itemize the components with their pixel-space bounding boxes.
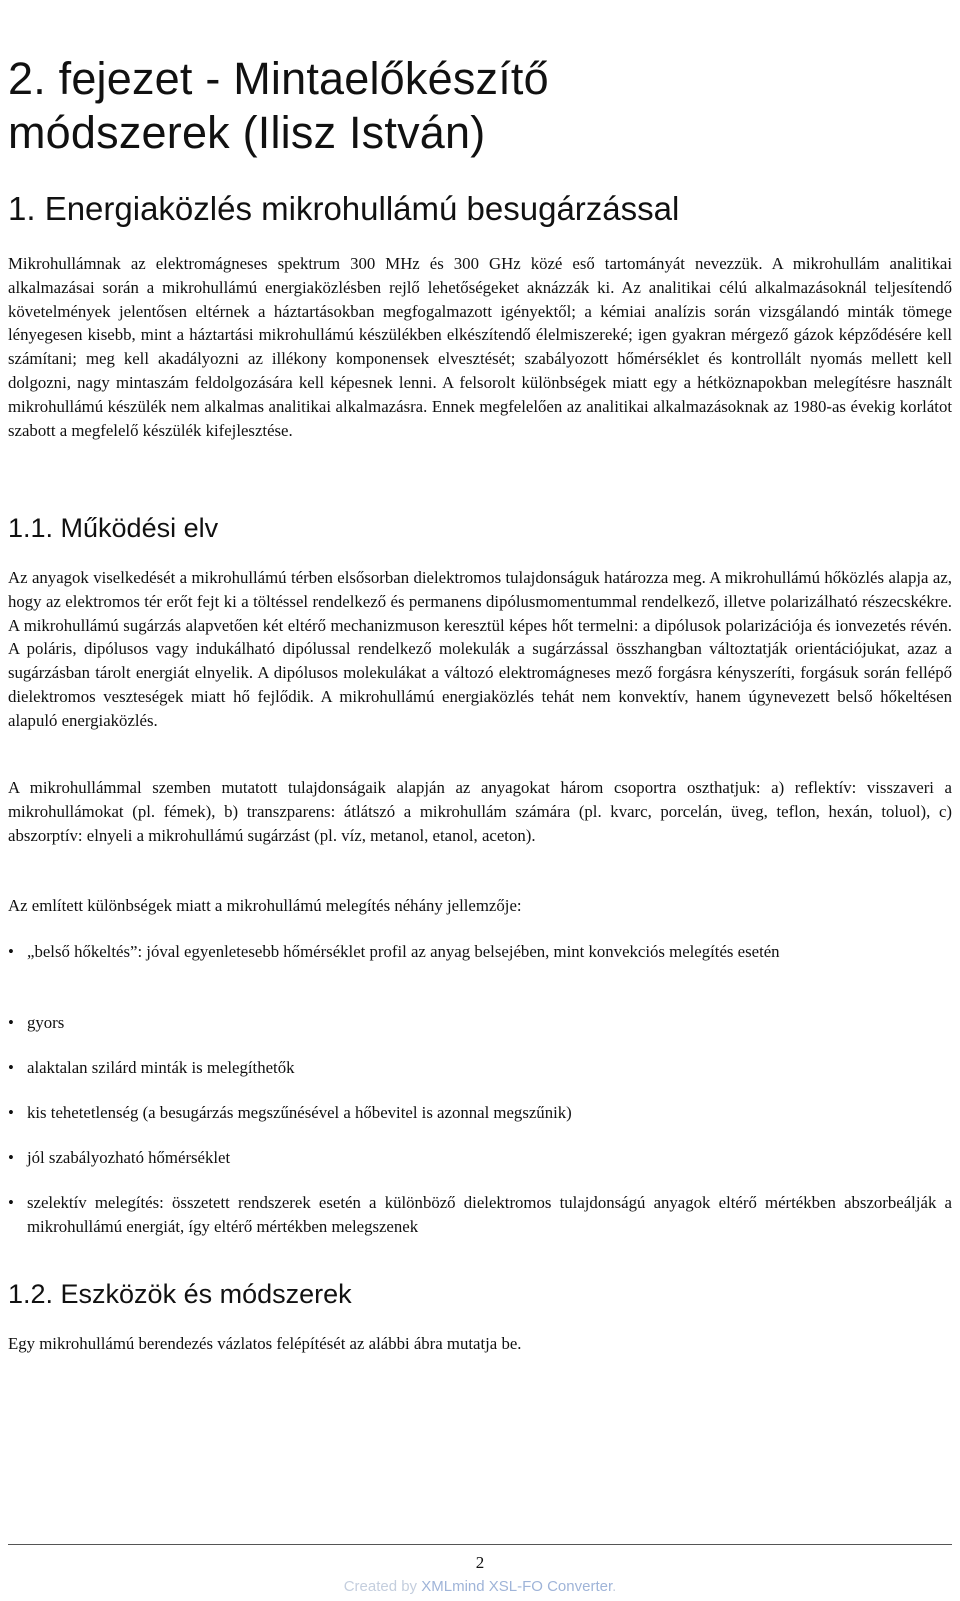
list-item <box>8 940 952 964</box>
footer-divider <box>8 1544 952 1545</box>
section-1-1-heading: 1.1. Működési elv <box>8 513 219 543</box>
list-item-text: gyors <box>27 1013 65 1032</box>
chapter-title-line2: módszerek (Ilisz István) <box>8 107 486 158</box>
section-1-1-paragraph-3: Az említett különbségek miatt a mikrohullámú melegítés néhány jellemzője: <box>8 896 522 915</box>
section-1-2-heading: 1.2. Eszközök és módszerek <box>8 1279 352 1309</box>
list-item <box>8 1191 952 1239</box>
bullet-icon: • <box>8 942 14 961</box>
list-item-text: alaktalan szilárd minták is melegíthetők <box>27 1058 295 1077</box>
list-item <box>8 1011 952 1035</box>
section-1-paragraph: Mikrohullámnak az elektromágneses spektrum 300 MHz és 300 GHz közé eső tartományát nevezzük. A mikrohullám analitikai alkalmazásai során a mikrohullámú energiaközlésben rejlő lehetőségeket aknázzák ki. Az analitikai célú alkalmazásoknál teljesítendő követelmények jelentősen eltérnek a háztartásokban megfogalmazott igényektől; a kémiai analízis során vizsgálandó minták tömege lényegesen kisebb, mint a háztartási mikrohullámú készülékben elkészítendő élelmiszereké; igen gyakran mérgező gázok képződésére kell számítani; meg kell akadályozni az illékony komponensek elvesztését; szabályozott hőmérséklet és kontrollált nyomás mellett kell dolgozni, nagy mintaszám feldolgozására kell képesnek lenni. A felsorolt különbségek miatt egy a hétköznapokban melegítésre használt mikrohullámú készülék nem alkalmas analitikai alkalmazásra. Ennek megfelelően az analitikai alkalmazásoknak az 1980-as évekig korlátot szabott a megfelelő készülék kifejlesztése. <box>8 254 952 440</box>
list-item-text: szelektív melegítés: összetett rendszerek esetén a különböző dielektromos tulajdonságú anyagok eltérő mértékben abszorbeálják a mikrohullámú energiát, így eltérő mértékben melegszenek <box>27 1193 952 1236</box>
section-1-1-paragraph-2: A mikrohullámmal szemben mutatott tulajdonságaik alapján az anyagokat három csoportra oszthatjuk: a) reflektív: visszaveri a mikrohullámokat (pl. fémek), b) transzparens: átlátszó a mikrohullám számára (pl. kvarc, porcelán, üveg, teflon, hexán, toluol), c) abszorptív: elnyeli a mikrohullámú sugárzást (pl. víz, metanol, etanol, aceton). <box>8 778 952 845</box>
section-1-heading: 1. Energiaközlés mikrohullámú besugárzással <box>8 190 680 227</box>
list-item <box>8 1056 952 1080</box>
bullet-icon: • <box>8 1103 14 1122</box>
list-item <box>8 1146 952 1170</box>
list-item-text: kis tehetetlenség (a besugárzás megszűnésével a hőbevitel is azonnal megszűnik) <box>27 1103 572 1122</box>
section-1-1-paragraph-1: Az anyagok viselkedését a mikrohullámú térben elsősorban dielektromos tulajdonságuk határozza meg. A mikrohullámú hőközlés alapja az, hogy az elektromos tér erőt fejt ki a töltéssel rendelkező és permanens dipólusmomentummal rendelkező, illetve polarizálható részecskékre. A mikrohullámú sugárzás alapvetően két eltérő mechanizmuson keresztül képes hőt termelni: a dipólusok polarizációja és ionvezetés révén. A poláris, dipólusos vagy indukálható dipólussal rendelkező molekulák a sugárzással összhangban változtatják orientációjukat, azaz a sugárzásban tárolt energiát elnyelik. A dipólusos molekulákat a változó elektromágneses mező forgásra kényszeríti, forgásuk során fellépő dielektromos veszteségek miatt hő fejlődik. A mikrohullámú energiaközlés tehát nem konvektív, hanem úgynevezett belső hőkeltésen alapuló energiaközlés. <box>8 568 952 730</box>
footer-credit <box>8 1578 952 1595</box>
list-item-text: „belső hőkeltés”: jóval egyenletesebb hőmérséklet profil az anyag belsejében, mint konvekciós melegítés esetén <box>27 942 780 961</box>
footer-brand-link[interactable]: XMLmind XSL-FO Converter <box>421 1578 613 1595</box>
list-item-text: jól szabályozható hőmérséklet <box>27 1148 231 1167</box>
bullet-icon: • <box>8 1013 14 1032</box>
chapter-title-line1: 2. fejezet - Mintaelőkészítő <box>8 53 549 104</box>
bullet-icon: • <box>8 1193 14 1212</box>
footer-suffix: . <box>612 1578 617 1595</box>
section-1-2-paragraph: Egy mikrohullámú berendezés vázlatos felépítését az alábbi ábra mutatja be. <box>8 1334 522 1353</box>
bullet-icon: • <box>8 1058 14 1077</box>
page-number: 2 <box>475 1553 485 1572</box>
bullet-icon: • <box>8 1148 14 1167</box>
chapter-title <box>8 52 952 160</box>
footer-prefix: Created by <box>343 1578 422 1595</box>
list-item <box>8 1101 952 1125</box>
